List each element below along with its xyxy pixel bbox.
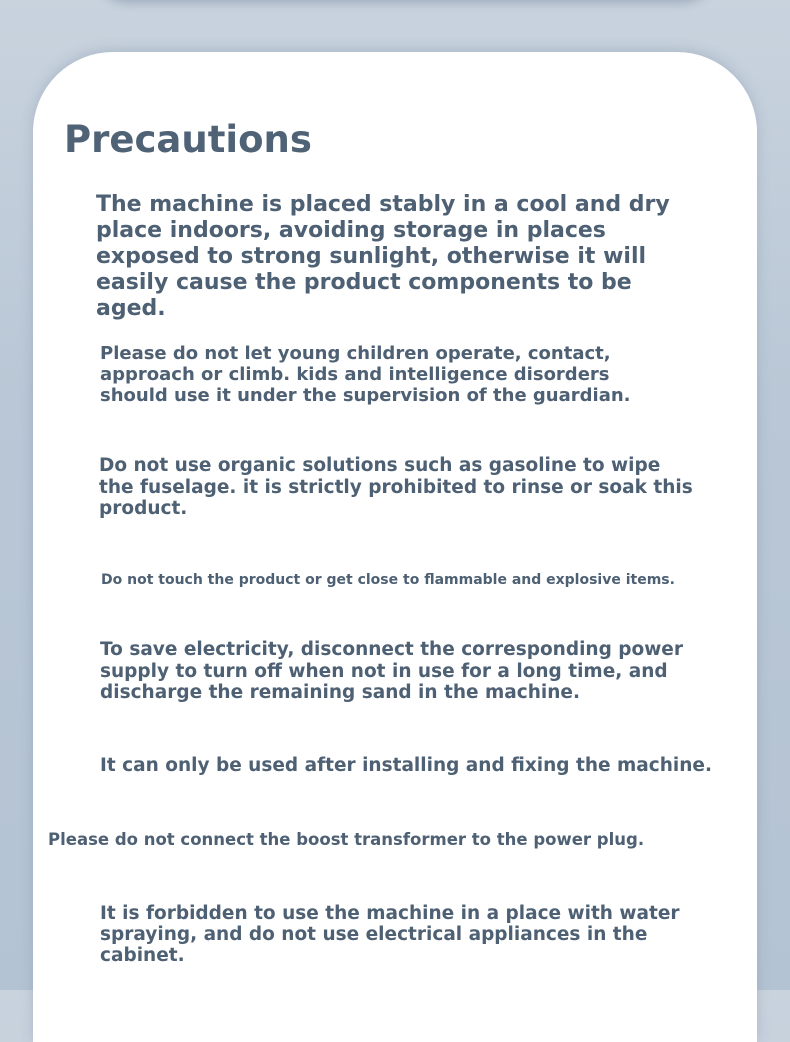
- precaution-item-children: Please do not let young children operate, contact, approach or climb. kids and intelligence disorders should use it under the supervision of the guardian.: [100, 343, 631, 406]
- precaution-item-power-saving: To save electricity, disconnect the corresponding power supply to turn off when not in use for a long time, and discharge the remaining sand in the machine.: [100, 639, 683, 703]
- precaution-item-cleaning: Do not use organic solutions such as gasoline to wipe the fuselage. it is strictly prohibited to rinse or soak this product.: [99, 455, 693, 519]
- precaution-item-transformer: Please do not connect the boost transformer to the power plug.: [48, 830, 645, 849]
- precaution-item-water: It is forbidden to use the machine in a place with water spraying, and do not use electrical appliances in the cabinet.: [100, 903, 680, 966]
- precaution-item-storage: The machine is placed stably in a cool and dry place indoors, avoiding storage in places exposed to strong sunlight, otherwise it will easily cause the product components to be aged.: [96, 192, 670, 321]
- precaution-item-flammable: Do not touch the product or get close to flammable and explosive items.: [101, 572, 675, 588]
- precaution-item-installation: It can only be used after installing and fixing the machine.: [100, 755, 712, 776]
- page-title: Precautions: [64, 118, 312, 161]
